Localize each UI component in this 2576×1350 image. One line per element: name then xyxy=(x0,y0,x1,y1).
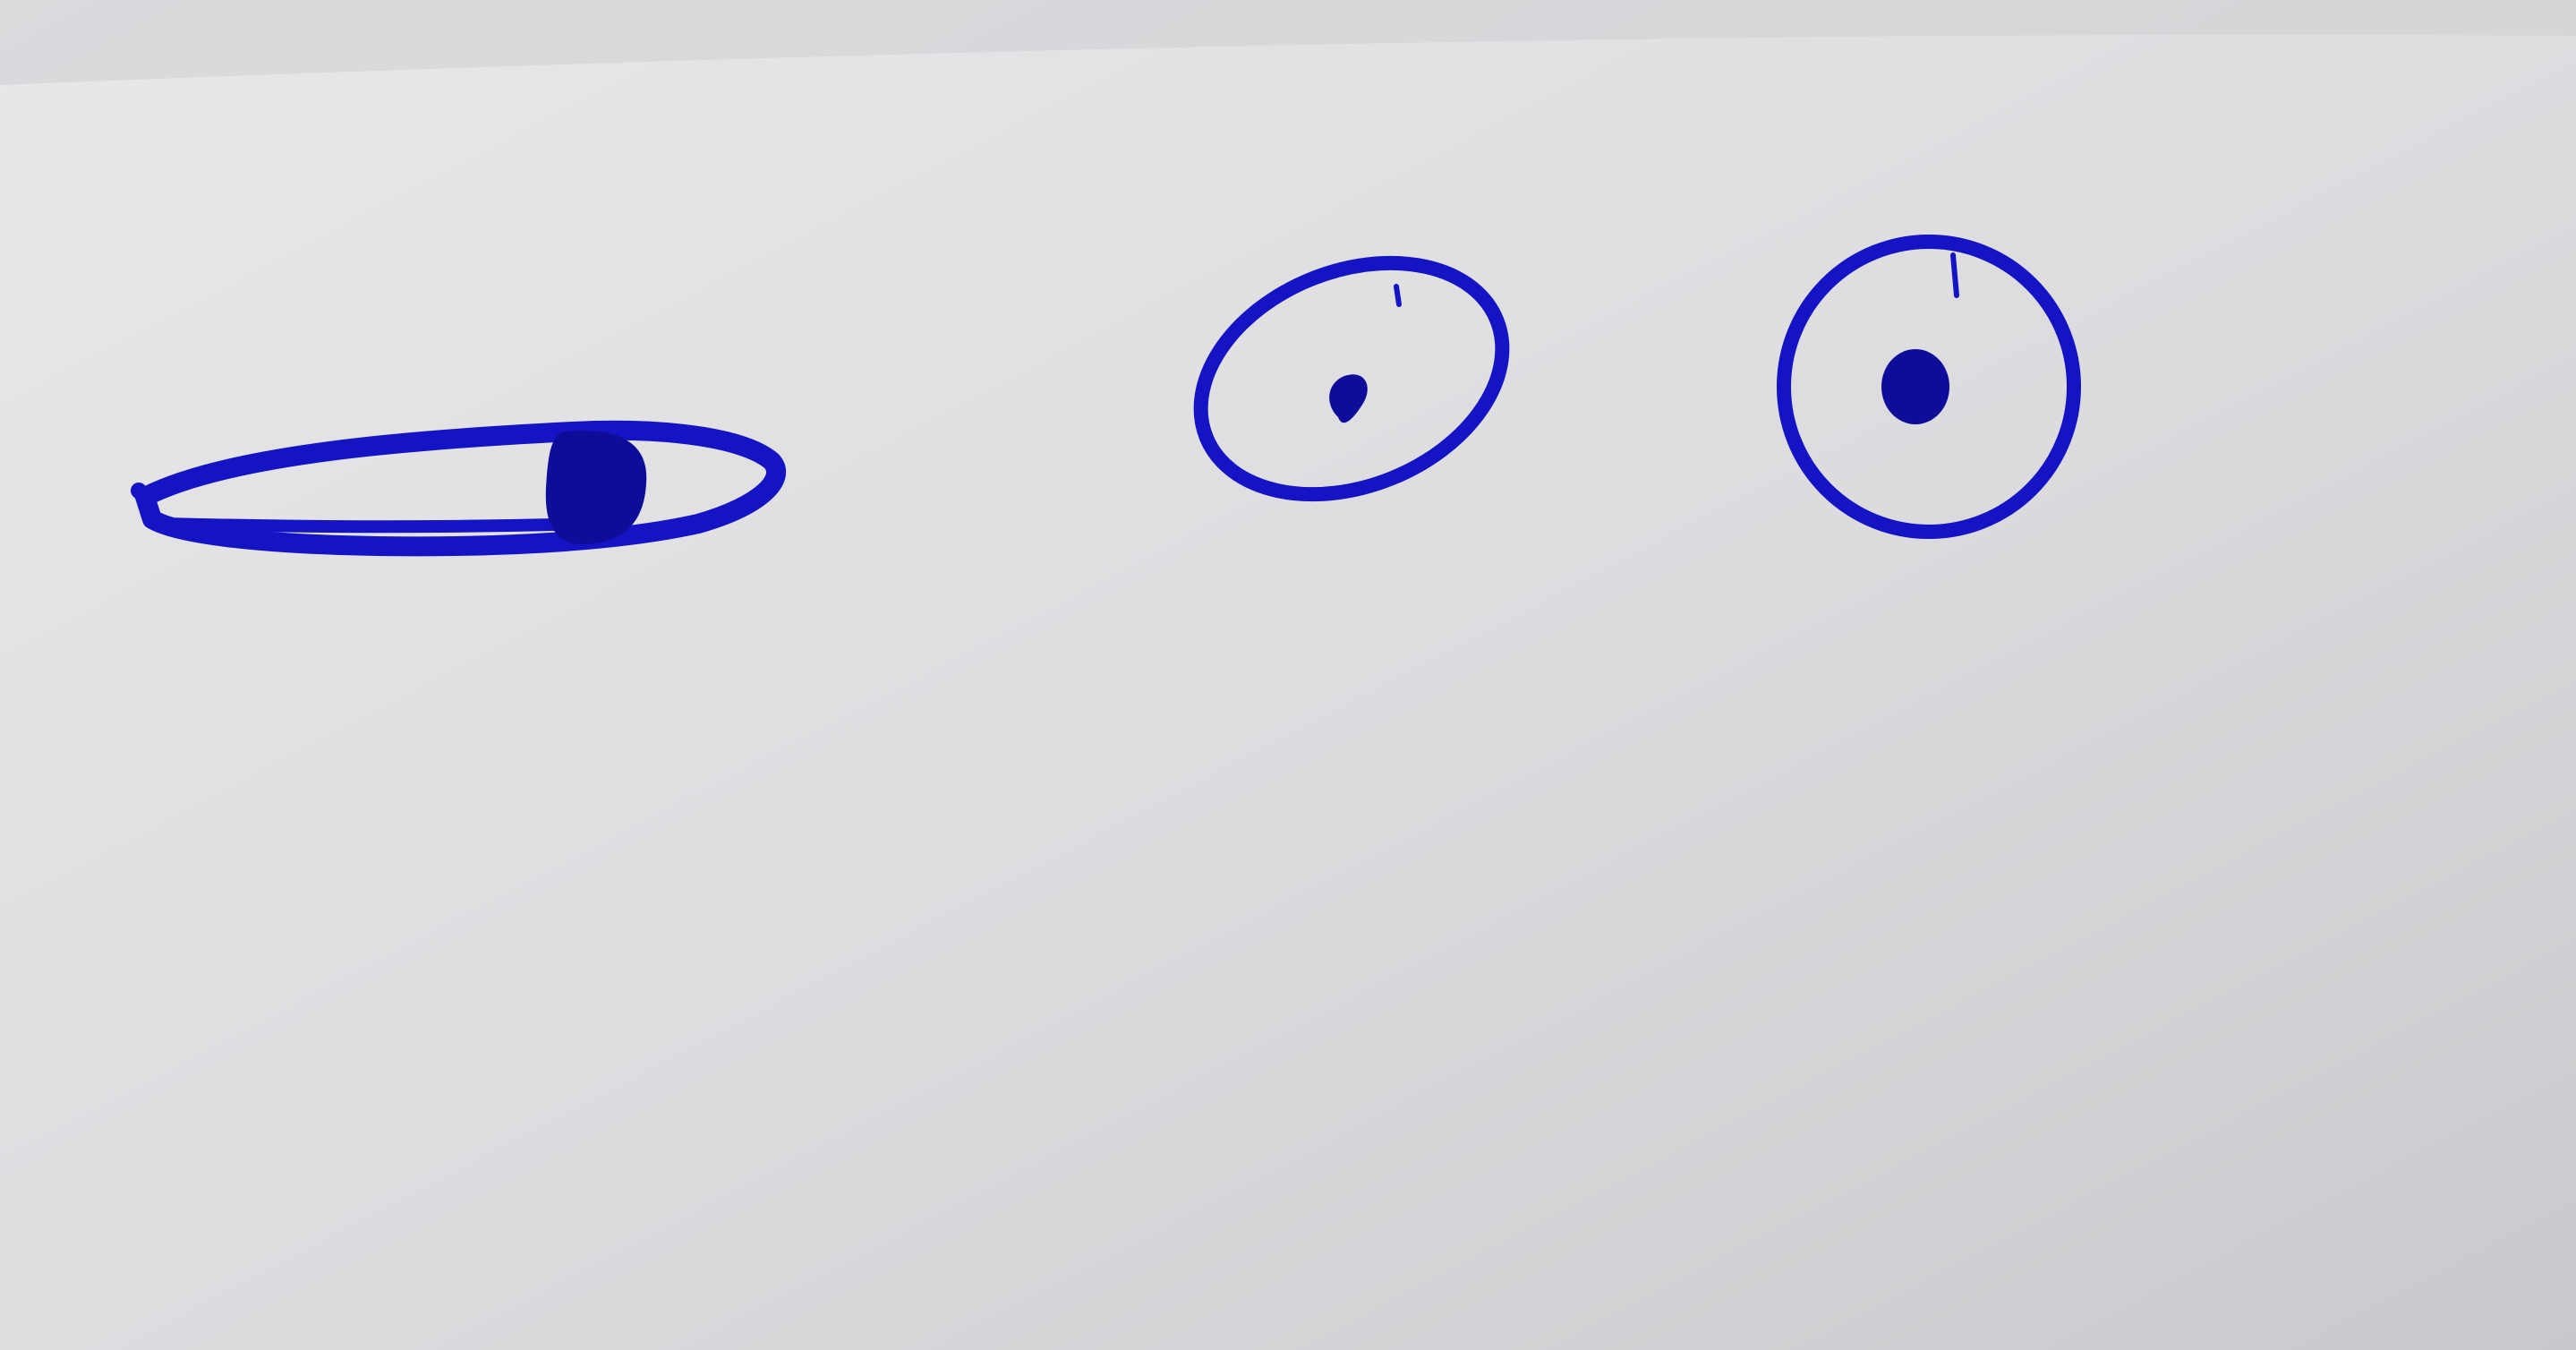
side-eye-corner-tick xyxy=(139,491,145,497)
front-eye-pupil xyxy=(1881,349,1949,424)
side-eye-inner-line xyxy=(166,524,555,526)
front-eye-tick xyxy=(1953,255,1957,295)
angled-eye-tick xyxy=(1396,286,1399,304)
